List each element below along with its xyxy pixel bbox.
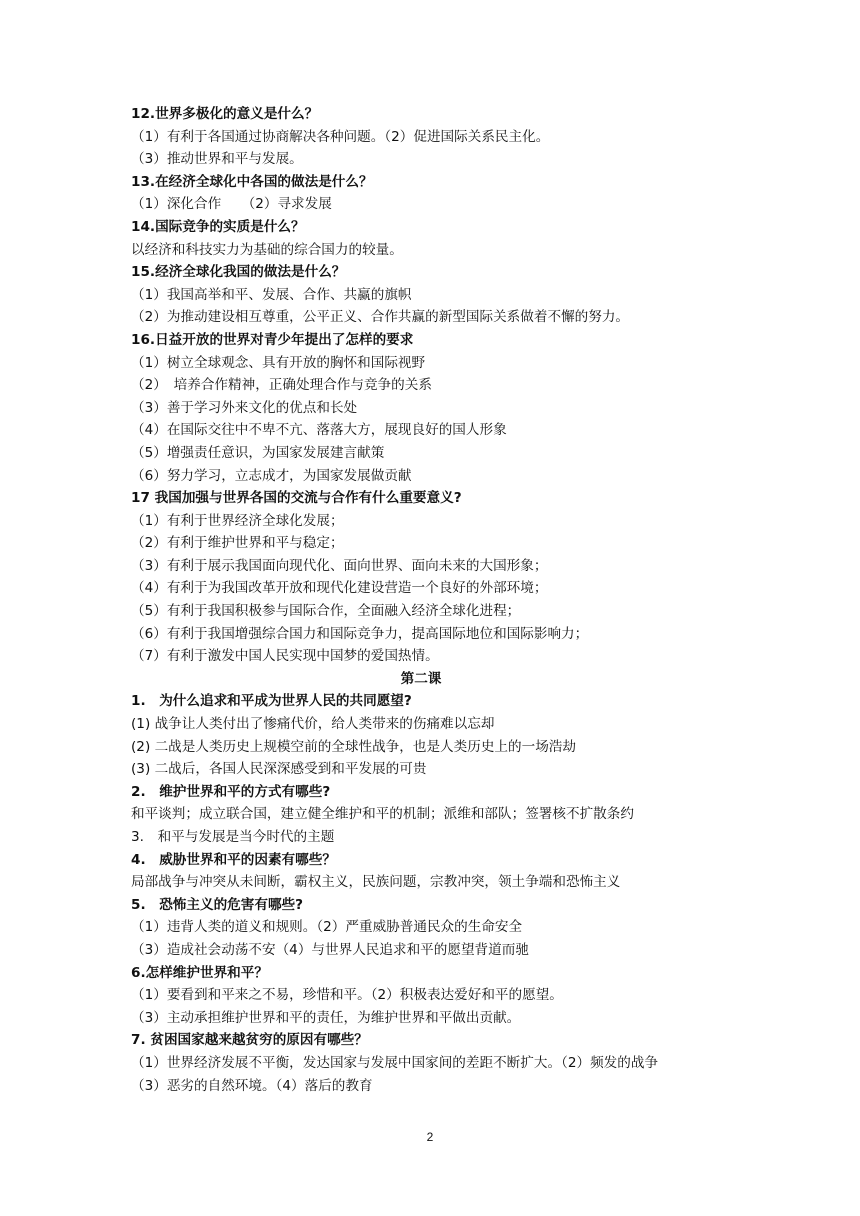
answer-line: （2） 培养合作精神，正确处理合作与竞争的关系 (131, 377, 432, 394)
answer-line: （2）为推动建设相互尊重，公平正义、合作共赢的新型国际关系做着不懈的努力。 (131, 309, 630, 326)
question-heading: 7. 贫困国家越来越贫穷的原因有哪些？ (131, 1032, 368, 1049)
answer-line: （1）违背人类的道义和规则。（2）严重威胁普通民众的生命安全 (131, 919, 523, 936)
question-heading: 2. 维护世界和平的方式有哪些? (131, 783, 331, 800)
answer-line: （4）有利于为我国改革开放和现代化建设营造一个良好的外部环境； (131, 580, 548, 597)
answer-line: （1）我国高举和平、发展、合作、共赢的旗帜 (131, 286, 412, 303)
answer-line: （3）推动世界和平与发展。 (131, 151, 303, 168)
answer-line: （4）在国际交往中不卑不亢、落落大方，展现良好的国人形象 (131, 422, 507, 439)
page-number: 2 (426, 1130, 434, 1144)
document-body (131, 103, 731, 1097)
question-heading: 12.世界多极化的意义是什么？ (131, 106, 319, 122)
answer-line: （1）有利于世界经济全球化发展； (131, 512, 344, 529)
answer-line: 和平谈判；成立联合国，建立健全维护和平的机制；派维和部队；签署核不扩散条约 (131, 806, 634, 823)
answer-line: （1）世界经济发展不平衡，发达国家与发展中国家间的差距不断扩大。（2）频发的战争 (131, 1054, 659, 1071)
answer-line: （6）努力学习，立志成才，为国家发展做贡献 (131, 467, 412, 484)
question-heading: 13.在经济全球化中各国的做法是什么？ (131, 173, 373, 190)
answer-line: 以经济和科技实力为基础的综合国力的较量。 (131, 241, 403, 258)
question-heading: 1. 为什么追求和平成为世界人民的共同愿望? (131, 693, 412, 710)
answer-line: （2）有利于维护世界和平与稳定； (131, 535, 344, 552)
question-heading: 4. 威胁世界和平的因素有哪些？ (131, 851, 336, 868)
question-heading: 16.日益开放的世界对青少年提出了怎样的要求 (131, 331, 414, 348)
lesson-title: 第二课 (400, 670, 442, 687)
answer-line: （1）深化合作 （2）寻求发展 (131, 196, 332, 213)
answer-line: （1）树立全球观念、具有开放的胸怀和国际视野 (131, 354, 426, 371)
question-heading: 17 我国加强与世界各国的交流与合作有什么重要意义? (131, 490, 462, 507)
answer-line: （3）造成社会动荡不安（4）与世界人民追求和平的愿望背道而驰 (131, 941, 529, 958)
answer-line: （1）要看到和平来之不易，珍惜和平。（2）积极表达爱好和平的愿望。 (131, 987, 563, 1004)
answer-line: (3) 二战后，各国人民深深感受到和平发展的可贵 (131, 761, 427, 778)
answer-line: （5）增强责任意识，为国家发展建言献策 (131, 444, 385, 461)
answer-line: (1) 战争让人类付出了惨痛代价，给人类带来的伤痛难以忘却 (131, 716, 495, 733)
question-heading: 6.怎样维护世界和平？ (131, 964, 268, 981)
question-heading: 15.经济全球化我国的做法是什么？ (131, 264, 346, 281)
answer-line: （7）有利于激发中国人民实现中国梦的爱国热情。 (131, 648, 439, 665)
answer-line: （6）有利于我国增强综合国力和国际竞争力，提高国际地位和国际影响力； (131, 625, 589, 642)
answer-line: （3）善于学习外来文化的优点和长处 (131, 399, 358, 416)
question-heading: 5. 恐怖主义的危害有哪些? (131, 896, 304, 913)
answer-line: （3）主动承担维护世界和平的责任，为维护世界和平做出贡献。 (131, 1009, 521, 1026)
question-heading: 14.国际竞争的实质是什么？ (131, 218, 305, 235)
answer-line: 局部战争与冲突从未间断，霸权主义，民族问题，宗教冲突，领土争端和恐怖主义 (131, 874, 621, 891)
answer-line: （1）有利于各国通过协商解决各种问题。（2）促进国际关系民主化。 (131, 128, 550, 145)
answer-line: （5）有利于我国积极参与国际合作，全面融入经济全球化进程； (131, 603, 521, 620)
answer-line: （3）恶劣的自然环境。（4）落后的教育 (131, 1077, 373, 1094)
answer-line: （3）有利于展示我国面向现代化、面向世界、面向未来的大国形象； (131, 557, 548, 574)
answer-line: (2) 二战是人类历史上规模空前的全球性战争，也是人类历史上的一场浩劫 (131, 738, 576, 755)
answer-line: 3. 和平与发展是当今时代的主题 (131, 829, 335, 845)
